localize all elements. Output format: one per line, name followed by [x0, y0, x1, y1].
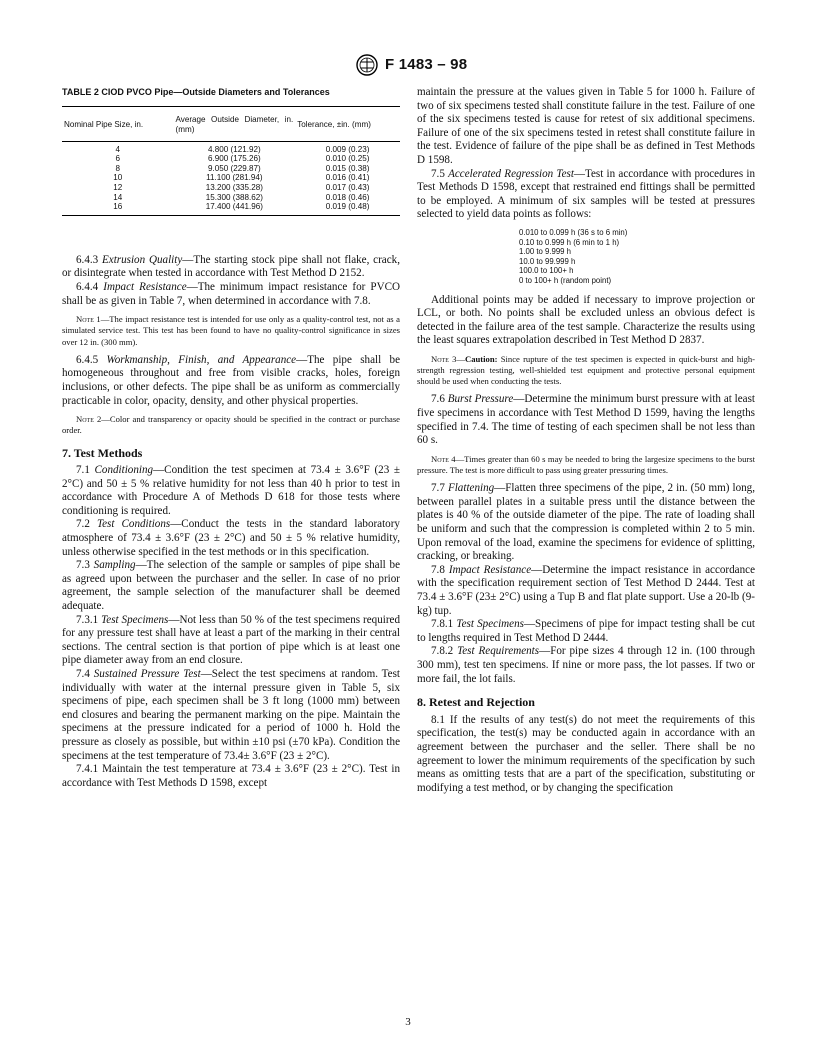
paragraph-6-4-5: 6.4.5 Workmanship, Finish, and Appearance—The pipe shall be homogeneous throughout and free from visible cracks, holes, foreign inclusions, or other defects. The pipe shall be as uniform as commercially practicable in color, opacity, density, and other physical properties.: [62, 353, 400, 407]
table-cell: 0.016 (0.41): [325, 173, 370, 183]
section-8-heading: 8. Retest and Rejection: [417, 695, 535, 710]
paragraph-7-4-1-continued: maintain the pressure at the values given in Table 5 for 1000 h. Failure of two of six specimens tested shall constitute failure in the test. Failure of one of the six specimens tested is cause for retest of six additional specimens. Failure of one of the six specimens tested in retest shall constitute failure in the test. Evidence of failure of the pipe shall be as defined in Test Methods D 1598.: [417, 86, 755, 166]
paragraph-7-8-1: 7.8.1 Test Specimens—Specimens of pipe for impact testing shall be cut to lengths required in Test Method D 2444.: [417, 618, 755, 644]
document-designation: F 1483 – 98: [385, 56, 468, 73]
paragraph-7-5: 7.5 Accelerated Regression Test—Test in accordance with procedures in Test Methods D 1598, except that restrained end fittings shall be permitted to be employed. A minimum of six samples will be tested at pressures selected to yield data points as follows:: [417, 167, 755, 221]
table-cell: 12: [113, 182, 123, 192]
page-header: [0, 54, 816, 80]
right-column: [417, 86, 755, 795]
table-2-title: TABLE 2 CIOD PVCO Pipe—Outside Diameters and Tolerances: [62, 87, 330, 97]
paragraph-7-4: 7.4 Sustained Pressure Test—Select the test specimens at random. Test individually with water at the internal pressure given in Table 5, six specimens of pipe, each specimen shall be 3 ft long (1000 mm) between end closures and bearing the permanent marking on the pipe. Maintain the specimens at the pressure indicated for a period of 1000 h. Hold the pressure as closely as possible, but within ±10 psi (±70 kPa). Condition the specimens at the test temperature of 73.4± 3.6°F (23 ± 2°C).: [62, 668, 400, 762]
table-header-tolerance: Tolerance, ±in. (mm): [295, 106, 400, 141]
paragraph-7-6: 7.6 Burst Pressure—Determine the minimum burst pressure with at least five specimens in accordance with Test Method D 1599, having the lengths specified in 7.4. The time of testing of each specimen shall be not less than 60 s.: [417, 393, 755, 447]
paragraph-7-5-continued: Additional points may be added if necessary to improve projection or LCL, or both. No points shall be excluded unless an obvious defect is detected in the failure area of the test sample. Characterize the results using the least squares extrapolation described in Test Method D 2837.: [417, 293, 755, 347]
note-4: Note 4—Times greater than 60 s may be needed to bring the largesize specimens to the burst pressure. The test is more difficult to pass using greater pressuring times.: [417, 453, 755, 476]
table-cell: 9.050 (229.87): [208, 163, 261, 173]
table-cell: 11.100 (281.94): [206, 173, 263, 183]
table-cell: 0.018 (0.46): [325, 192, 370, 202]
list-item: 0.10 to 0.999 h (6 min to 1 h): [519, 237, 620, 247]
table-cell: 4: [115, 144, 121, 154]
paragraph-7-2: 7.2 Test Conditions—Conduct the tests in the standard laboratory atmosphere of 73.4 ± 3.6°F (23 ± 2°C) and 50 ± 5 % relative humidity, unless otherwise specified in the test methods or in this specification.: [62, 518, 400, 558]
table-header-outside-diameter: Average Outside Diameter, in. (mm): [174, 106, 296, 141]
time-points-list: [417, 228, 755, 286]
table-row: [62, 173, 400, 183]
page-number: 3: [405, 1016, 411, 1028]
paragraph-6-4-3: 6.4.3 Extrusion Quality—The starting stock pipe shall not flake, crack, or disintegrate when tested in accordance with Test Method D 2152.: [62, 253, 400, 280]
table-cell: 0.010 (0.25): [325, 154, 370, 164]
table-cell: 6.900 (175.26): [208, 154, 261, 164]
paragraph-7-8: 7.8 Impact Resistance—Determine the impact resistance in accordance with the specification requirement section of Test Method D 2444. Test at 73.4 ± 3.6°F (23± 2°C) using a Tup B and flat plate support. Use a 20-lb (9-kg) tup.: [417, 563, 755, 617]
table-cell: 0.015 (0.38): [325, 163, 370, 173]
table-row: [62, 193, 400, 203]
list-item: 0 to 100+ h (random point): [519, 275, 612, 285]
paragraph-7-8-2: 7.8.2 Test Requirements—For pipe sizes 4 through 12 in. (100 through 300 mm), test ten specimens. If nine or more pass, the lot passes. If two or more fail, the lot fails.: [417, 645, 755, 685]
table-cell: 0.019 (0.48): [295, 202, 400, 215]
table-cell: 8: [115, 163, 121, 173]
table-cell: 6: [115, 154, 121, 164]
list-item: 1.00 to 9.999 h: [519, 247, 572, 257]
section-7-heading: 7. Test Methods: [62, 445, 143, 460]
table-2: [62, 106, 400, 216]
table-header-nominal-size: Nominal Pipe Size, in.: [62, 106, 174, 141]
table-cell: 13.200 (335.28): [205, 182, 263, 192]
list-item: 100.0 to 100+ h: [519, 266, 574, 276]
note-1: Note 1—The impact resistance test is intended for use only as a quality-control test, not as a simulated service test. This test has been found to have no quality-control significance in sizes over 12 in. (300 mm).: [62, 314, 400, 347]
paragraph-7-1: 7.1 Conditioning—Condition the test specimen at 73.4 ± 3.6°F (23 ± 2°C) and 50 ± 5 % relative humidity for not less than 40 h prior to test in accordance with Procedure A of Methods D 618 for those tests where conditioning is required.: [62, 464, 400, 517]
table-cell: 14: [113, 192, 123, 202]
table-row: [62, 183, 400, 193]
left-column: [62, 86, 400, 790]
paragraph-7-7: 7.7 Flattening—Flatten three specimens of the pipe, 2 in. (50 mm) long, between parallel plates in a suitable press until the distance between the plates is 40 % of the outside diameter of the pipe. The rate of loading shall be uniform and such that the compression is completed within 2 to 5 min. Upon removal of the load, examine the specimens for evidence of splitting, cracking, or breaking.: [417, 482, 755, 563]
table-row: [62, 202, 400, 215]
table-row: [62, 164, 400, 174]
table-cell: 16: [62, 202, 174, 215]
paragraph-7-3: 7.3 Sampling—The selection of the sample or samples of pipe shall be as agreed upon between the purchaser and the seller. In case of no prior agreement, the sample selection of the manufacturer shall be deemed adequate.: [62, 559, 401, 613]
table-cell: 0.017 (0.43): [325, 182, 370, 192]
paragraph-7-4-1: 7.4.1 Maintain the test temperature at 73.4 ± 3.6°F (23 ± 2°C). Test in accordance with Test Methods D 1598, except: [62, 763, 400, 789]
paragraph-7-3-1: 7.3.1 Test Specimens—Not less than 50 % of the test specimens required for any pressure test shall have at least a part of the marking in their central sections. The central section is that portion of pipe which is at least one pipe diameter away from an end closure.: [62, 613, 400, 667]
table-cell: 17.400 (441.96): [174, 202, 296, 215]
table-cell: 0.009 (0.23): [325, 144, 370, 154]
table-cell: 4.800 (121.92): [208, 144, 261, 154]
table-cell: 10: [113, 173, 123, 183]
paragraph-6-4-4: 6.4.4 Impact Resistance—The minimum impact resistance for PVCO shall be as given in Table 7, when determined in accordance with 7.8.: [62, 280, 400, 307]
list-item: 10.0 to 99.999 h: [519, 256, 576, 266]
note-3: Note 3—Caution: Since rupture of the test specimen is expected in quick-burst and high-strength regression testing, well-shielded test equipment and protective personal equipment should be used when conducting the tests.: [417, 353, 755, 387]
list-item: 0.010 to 0.099 h (36 s to 6 min): [519, 227, 628, 237]
table-cell: 15.300 (388.62): [205, 192, 263, 202]
table-row: [62, 154, 400, 164]
note-2: Note 2—Color and transparency or opacity should be specified in the contract or purchase order.: [62, 414, 400, 436]
astm-logo-icon: [355, 54, 379, 76]
table-row: [62, 141, 400, 154]
paragraph-8-1: 8.1 If the results of any test(s) do not meet the requirements of this specification, the test(s) may be conducted again in accordance with an agreement between the purchaser and the seller. There shall be no agreement to lower the minimum requirements of the specification by such means as omitting tests that are a part of the specification, substituting or modifying a test method, or by changing the specification: [417, 713, 755, 794]
